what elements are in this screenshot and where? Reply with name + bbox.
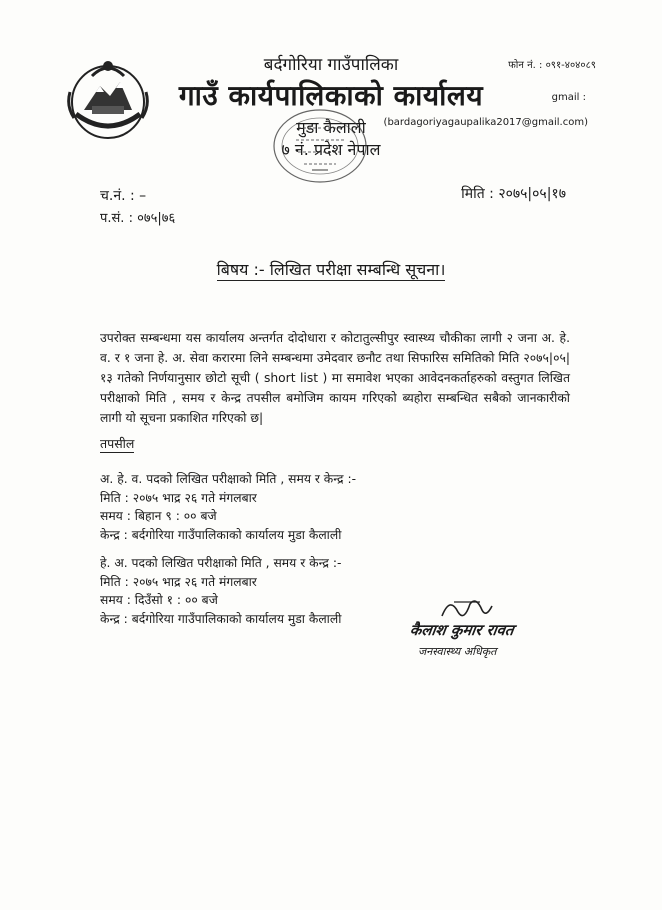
email-label: gmail : [551,92,586,103]
email-address: (bardagoriyagaupalika2017@gmail.com) [383,117,588,128]
details-heading: तपसील [100,436,135,451]
dispatch-number: च.नं. : – [100,188,147,204]
letter-number: प.सं. : ०७५|७६ [100,211,176,226]
signatory-name: कैलाश कुमार रावत [408,621,515,639]
office-title: गाउँ कार्यपालिकाको कार्यालय [178,79,484,112]
schedule-heading: अ. हे. व. पदको लिखित परीक्षाको मिति , समय र केन्द्र :- [100,472,357,486]
subject-line [0,258,662,280]
phone-number: फोन नं. : ०९१-४०४०८९ [508,60,596,71]
signatory-title: जनस्वास्थ्य अधिकृत [418,645,497,658]
office-province: ७ नं. प्रदेश नेपाल [281,140,381,159]
office-stamp [268,106,372,188]
schedule-date: मिति : २०७५ भाद्र २६ गते मंगलबार [100,574,257,589]
subject-text: बिषय :- लिखित परीक्षा सम्बन्धि सूचना। [216,260,446,279]
schedule-heading: हे. अ. पदको लिखित परीक्षाको मिति , समय र केन्द्र :- [100,556,342,570]
notice-body: उपरोक्त सम्बन्धमा यस कार्यालय अन्तर्गत दोदोधारा र कोटातुल्सीपुर स्वास्थ्य चौकीका लागी २ जना अ. हे. व. र १ जना हे. अ. सेवा करारमा लिने सम्बन्धमा उमेदवार छनौट तथा सिफारिस समितिको मिति २०७५|०५|१३ गतेको निर्णयानुसार छोटो सूची ( short list ) मा समावेश भएका आवेदनकर्ताहरुको वस्तुगत लिखित परीक्षाको मिति , समय र केन्द्र तपसील बमोजिम कायम गरिएको ब्यहोरा सम्बन्धित सबैको जानकारीको लागी यो सूचना प्रकाशित गरिएको छ| [100,331,570,425]
schedule-center: केन्द्र : बर्दगोरिया गाउँपालिकाको कार्यालय मुडा कैलाली [100,611,342,626]
schedule-time: समय : दिउँसो १ : ०० बजे [100,593,218,607]
schedule-block-2 [100,554,341,628]
schedule-date: मिति : २०७५ भाद्र २६ गते मंगलबार [100,490,257,505]
schedule-time: समय : बिहान ९ : ०० बजे [100,509,217,523]
office-location: मुडा कैलाली [296,118,366,137]
letter-date: मिति : २०७५|०५|१७ [461,186,566,202]
schedule-center: केन्द्र : बर्दगोरिया गाउँपालिकाको कार्यालय मुडा कैलाली [100,527,342,542]
schedule-block-1 [100,470,356,544]
municipality-name: बर्दगोरिया गाउँपालिका [263,55,399,75]
